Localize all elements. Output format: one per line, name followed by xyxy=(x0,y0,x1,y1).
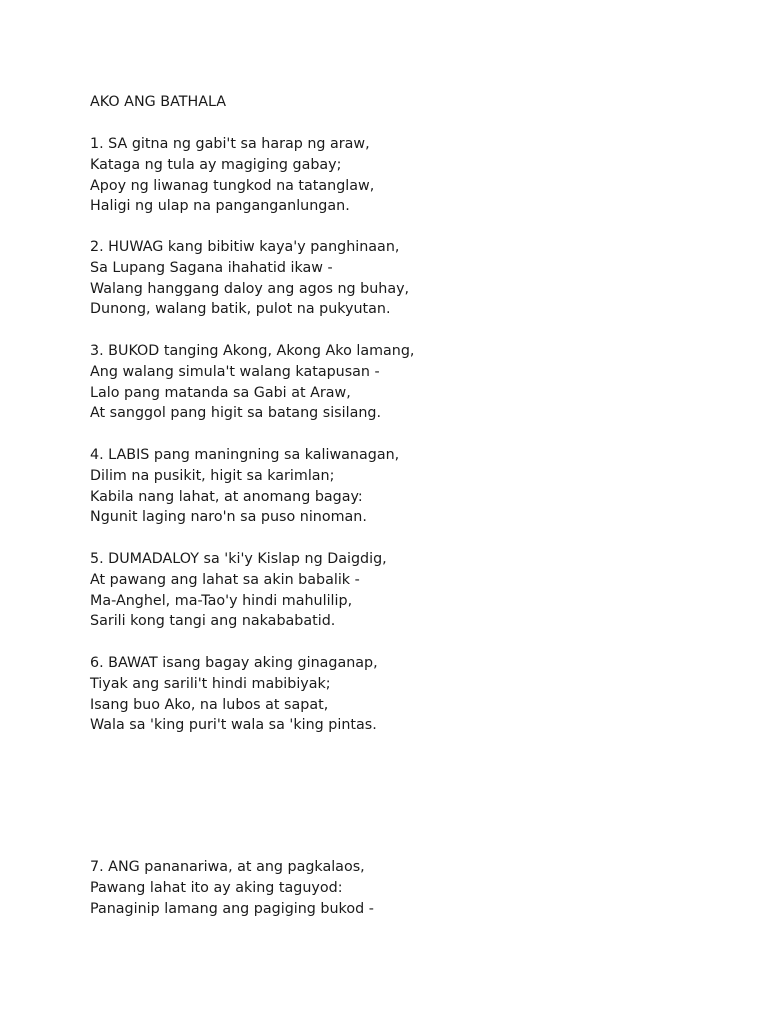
stanza-6 xyxy=(90,653,378,736)
stanza-line: Sarili kong tangi ang nakababatid. xyxy=(90,613,336,630)
stanza-line: Lalo pang matanda sa Gabi at Araw, xyxy=(90,384,351,401)
stanza-line: Kabila nang lahat, at anomang bagay: xyxy=(90,488,363,505)
stanza-7 xyxy=(90,857,374,919)
stanza-1 xyxy=(90,134,374,217)
stanza-line: 3. BUKOD tanging Akong, Akong Ako lamang, xyxy=(90,343,415,359)
stanza-line: Wala sa 'king puri't wala sa 'king pintas. xyxy=(90,717,377,734)
stanza-5 xyxy=(90,549,387,632)
stanza-line: Walang hanggang daloy ang agos ng buhay, xyxy=(90,280,410,297)
stanza-line: Haligi ng ulap na panganganlungan. xyxy=(90,198,350,215)
stanza-line: Dunong, walang batik, pulot na pukyutan. xyxy=(90,301,391,318)
stanza-line: Sa Lupang Sagana ihahatid ikaw - xyxy=(90,259,333,276)
stanza-line: 1. SA gitna ng gabi't sa harap ng araw, xyxy=(90,136,370,152)
stanza-3 xyxy=(90,341,414,424)
stanza-line: 2. HUWAG kang bibitiw kaya'y panghinaan, xyxy=(90,239,400,255)
stanza-line: At sanggol pang higit sa batang sisilang. xyxy=(90,405,382,422)
stanza-line: Panaginip lamang ang pagiging bukod - xyxy=(90,900,374,917)
stanza-line: Ang walang simula't walang katapusan - xyxy=(90,363,380,380)
stanza-line: 7. ANG pananariwa, at ang pagkalaos, xyxy=(90,859,365,875)
stanza-line: At pawang ang lahat sa akin babalik - xyxy=(90,571,360,588)
stanza-line: Pawang lahat ito ay aking taguyod: xyxy=(90,879,343,896)
stanza-line: Ngunit laging naro'n sa puso ninoman. xyxy=(90,509,367,526)
stanza-line: 5. DUMADALOY sa 'ki'y Kislap ng Daigdig, xyxy=(90,551,387,567)
stanza-line: Apoy ng liwanag tungkod na tatanglaw, xyxy=(90,177,375,194)
stanza-line: Ma-Anghel, ma-Tao'y hindi mahulilip, xyxy=(90,592,353,609)
stanza-line: Tiyak ang sarili't hindi mabibiyak; xyxy=(90,675,331,692)
stanza-line: Dilim na pusikit, higit sa karimlan; xyxy=(90,467,335,484)
stanza-line: 4. LABIS pang maningning sa kaliwanagan, xyxy=(90,447,400,463)
stanza-line: Kataga ng tula ay magiging gabay; xyxy=(90,156,342,173)
stanza-4 xyxy=(90,445,399,528)
stanza-2 xyxy=(90,237,409,320)
poem-title: AKO ANG BATHALA xyxy=(90,94,227,110)
stanza-line: Isang buo Ako, na lubos at sapat, xyxy=(90,696,329,713)
stanza-line: 6. BAWAT isang bagay aking ginaganap, xyxy=(90,655,378,671)
